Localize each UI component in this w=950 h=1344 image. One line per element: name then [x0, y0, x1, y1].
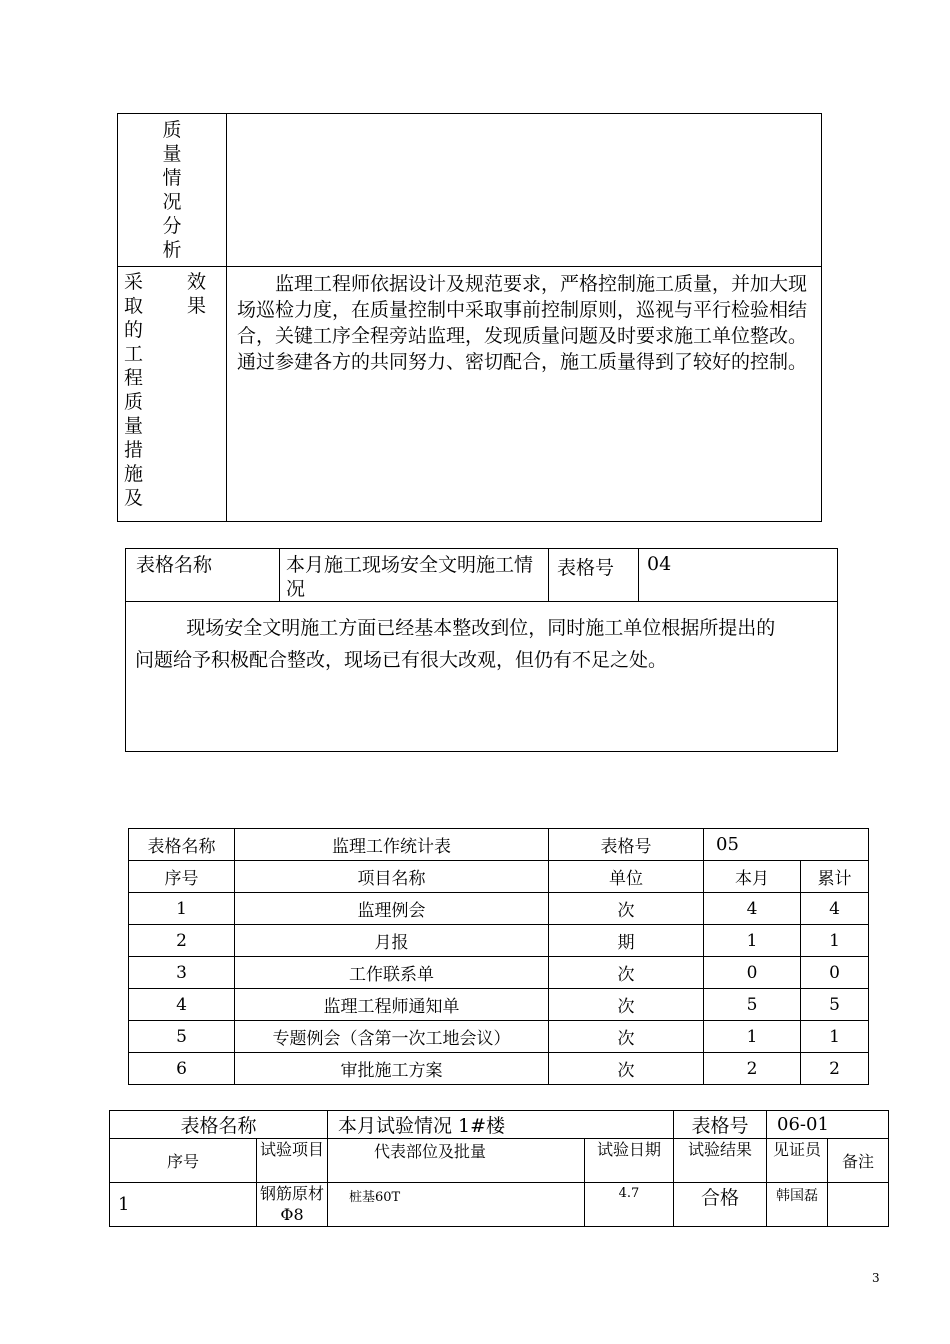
label-char: 质 — [124, 391, 144, 413]
table-row — [129, 893, 869, 925]
stats-cell: 5 — [801, 989, 869, 1021]
stats-name-value: 监理工作统计表 — [235, 829, 549, 861]
tests-header-result: 试验结果 — [674, 1139, 767, 1183]
tests-header-seq: 序号 — [110, 1139, 257, 1183]
tests-no-label: 表格号 — [674, 1111, 767, 1139]
safety-content-cell — [126, 602, 838, 752]
label-char: 析 — [162, 239, 182, 261]
label-char: 情 — [162, 167, 182, 189]
label-char: 果 — [186, 295, 206, 317]
table-row — [129, 989, 869, 1021]
label-char: 施 — [124, 463, 144, 485]
safety-no-label: 表格号 — [549, 549, 639, 602]
label-char: 的 — [124, 319, 144, 341]
stats-cell: 专题例会（含第一次工地会议） — [235, 1021, 549, 1053]
tests-cell-item: 钢筋原材Φ8 — [257, 1183, 328, 1227]
measures-label-cell — [118, 267, 227, 522]
label-char: 采 — [124, 271, 144, 293]
tests-header-witness: 见证员 — [767, 1139, 828, 1183]
label-char: 及 — [124, 487, 144, 509]
safety-name-value: 本月施工现场安全文明施工情况 — [280, 549, 549, 602]
table-row — [129, 925, 869, 957]
measures-label-left — [124, 270, 143, 510]
stats-cell: 月报 — [235, 925, 549, 957]
tests-header-spacer — [328, 1139, 342, 1183]
stats-cell: 期 — [549, 925, 704, 957]
stats-no-value: 05 — [704, 829, 869, 861]
stats-cell: 5 — [704, 989, 801, 1021]
measures-content-cell — [227, 267, 822, 522]
stats-cell: 次 — [549, 957, 704, 989]
stats-cell: 工作联系单 — [235, 957, 549, 989]
stats-cell: 1 — [801, 1021, 869, 1053]
tests-name-value: 本月试验情况 1#楼 — [328, 1111, 674, 1139]
label-char: 分 — [162, 215, 182, 237]
safety-table — [125, 548, 838, 752]
stats-cell: 监理工程师通知单 — [235, 989, 549, 1021]
stats-cell: 4 — [704, 893, 801, 925]
quality-analysis-table — [117, 113, 822, 522]
safety-name-label: 表格名称 — [126, 549, 280, 602]
supervision-stats-table — [128, 828, 869, 1085]
tests-no-value: 06-01 — [767, 1111, 889, 1139]
tests-cell-spacer — [328, 1183, 342, 1227]
stats-cell: 2 — [801, 1053, 869, 1085]
label-char: 况 — [162, 191, 182, 213]
measures-content: 监理工程师依据设计及规范要求，严格控制施工质量，并加大现场巡检力度，在质量控制中采取事前控制原则，巡视与平行检验相结合，关键工序全程旁站监理，发现质量问题及时要求施工单位整改。通过参建各方的共同努力、密切配合，施工质量得到了较好的控制。 — [237, 273, 808, 373]
label-char: 效 — [186, 271, 206, 293]
tests-header-item: 试验项目 — [257, 1139, 328, 1183]
stats-cell: 次 — [549, 1021, 704, 1053]
label-char: 工 — [124, 343, 144, 365]
stats-header-month: 本月 — [704, 861, 801, 893]
stats-header-seq: 序号 — [129, 861, 235, 893]
table-row — [129, 1021, 869, 1053]
stats-cell: 次 — [549, 1053, 704, 1085]
stats-cell: 5 — [129, 1021, 235, 1053]
tests-header-remark: 备注 — [828, 1139, 889, 1183]
stats-cell: 审批施工方案 — [235, 1053, 549, 1085]
table-row — [129, 1053, 869, 1085]
tests-cell-part: 桩基60T — [341, 1183, 585, 1227]
stats-cell: 1 — [801, 925, 869, 957]
stats-cell: 1 — [704, 1021, 801, 1053]
measures-label-right — [187, 270, 206, 510]
tests-header-part: 代表部位及批量 — [341, 1139, 585, 1183]
stats-header-unit: 单位 — [549, 861, 704, 893]
stats-cell: 1 — [704, 925, 801, 957]
quality-analysis-label — [118, 114, 226, 262]
stats-cell: 2 — [129, 925, 235, 957]
stats-cell: 次 — [549, 989, 704, 1021]
stats-cell: 次 — [549, 893, 704, 925]
tests-cell-date: 4.7 — [585, 1183, 674, 1227]
stats-cell: 6 — [129, 1053, 235, 1085]
measures-label — [118, 267, 226, 510]
stats-no-label: 表格号 — [549, 829, 704, 861]
stats-cell: 2 — [704, 1053, 801, 1085]
stats-cell: 监理例会 — [235, 893, 549, 925]
stats-header-total: 累计 — [801, 861, 869, 893]
tests-header-date: 试验日期 — [585, 1139, 674, 1183]
stats-cell: 4 — [129, 989, 235, 1021]
stats-cell: 1 — [129, 893, 235, 925]
stats-header-item: 项目名称 — [235, 861, 549, 893]
tests-name-label: 表格名称 — [110, 1111, 328, 1139]
stats-cell: 4 — [801, 893, 869, 925]
stats-cell: 0 — [801, 957, 869, 989]
stats-name-label: 表格名称 — [129, 829, 235, 861]
tests-cell-remark — [828, 1183, 889, 1227]
table-row — [110, 1183, 889, 1227]
stats-cell: 0 — [704, 957, 801, 989]
stats-cell: 3 — [129, 957, 235, 989]
tests-cell-witness: 韩国磊 — [767, 1183, 828, 1227]
table-row — [129, 957, 869, 989]
page-number: 3 — [872, 1271, 880, 1285]
label-char: 量 — [162, 143, 182, 165]
label-char: 质 — [162, 119, 182, 141]
quality-analysis-label-cell — [118, 114, 227, 267]
safety-no-value: 04 — [639, 549, 838, 602]
tests-cell-result: 合格 — [674, 1183, 767, 1227]
tests-cell-seq: 1 — [110, 1183, 257, 1227]
safety-content: 现场安全文明施工方面已经基本整改到位，同时施工单位根据所提出的问题给予积极配合整改，现场已有很大改观，但仍有不足之处。 — [135, 617, 776, 671]
label-char: 量 — [124, 415, 144, 437]
tests-table — [109, 1110, 889, 1227]
label-char: 措 — [124, 439, 144, 461]
quality-analysis-content-cell — [227, 114, 822, 267]
label-char: 取 — [124, 295, 144, 317]
label-char: 程 — [124, 367, 144, 389]
